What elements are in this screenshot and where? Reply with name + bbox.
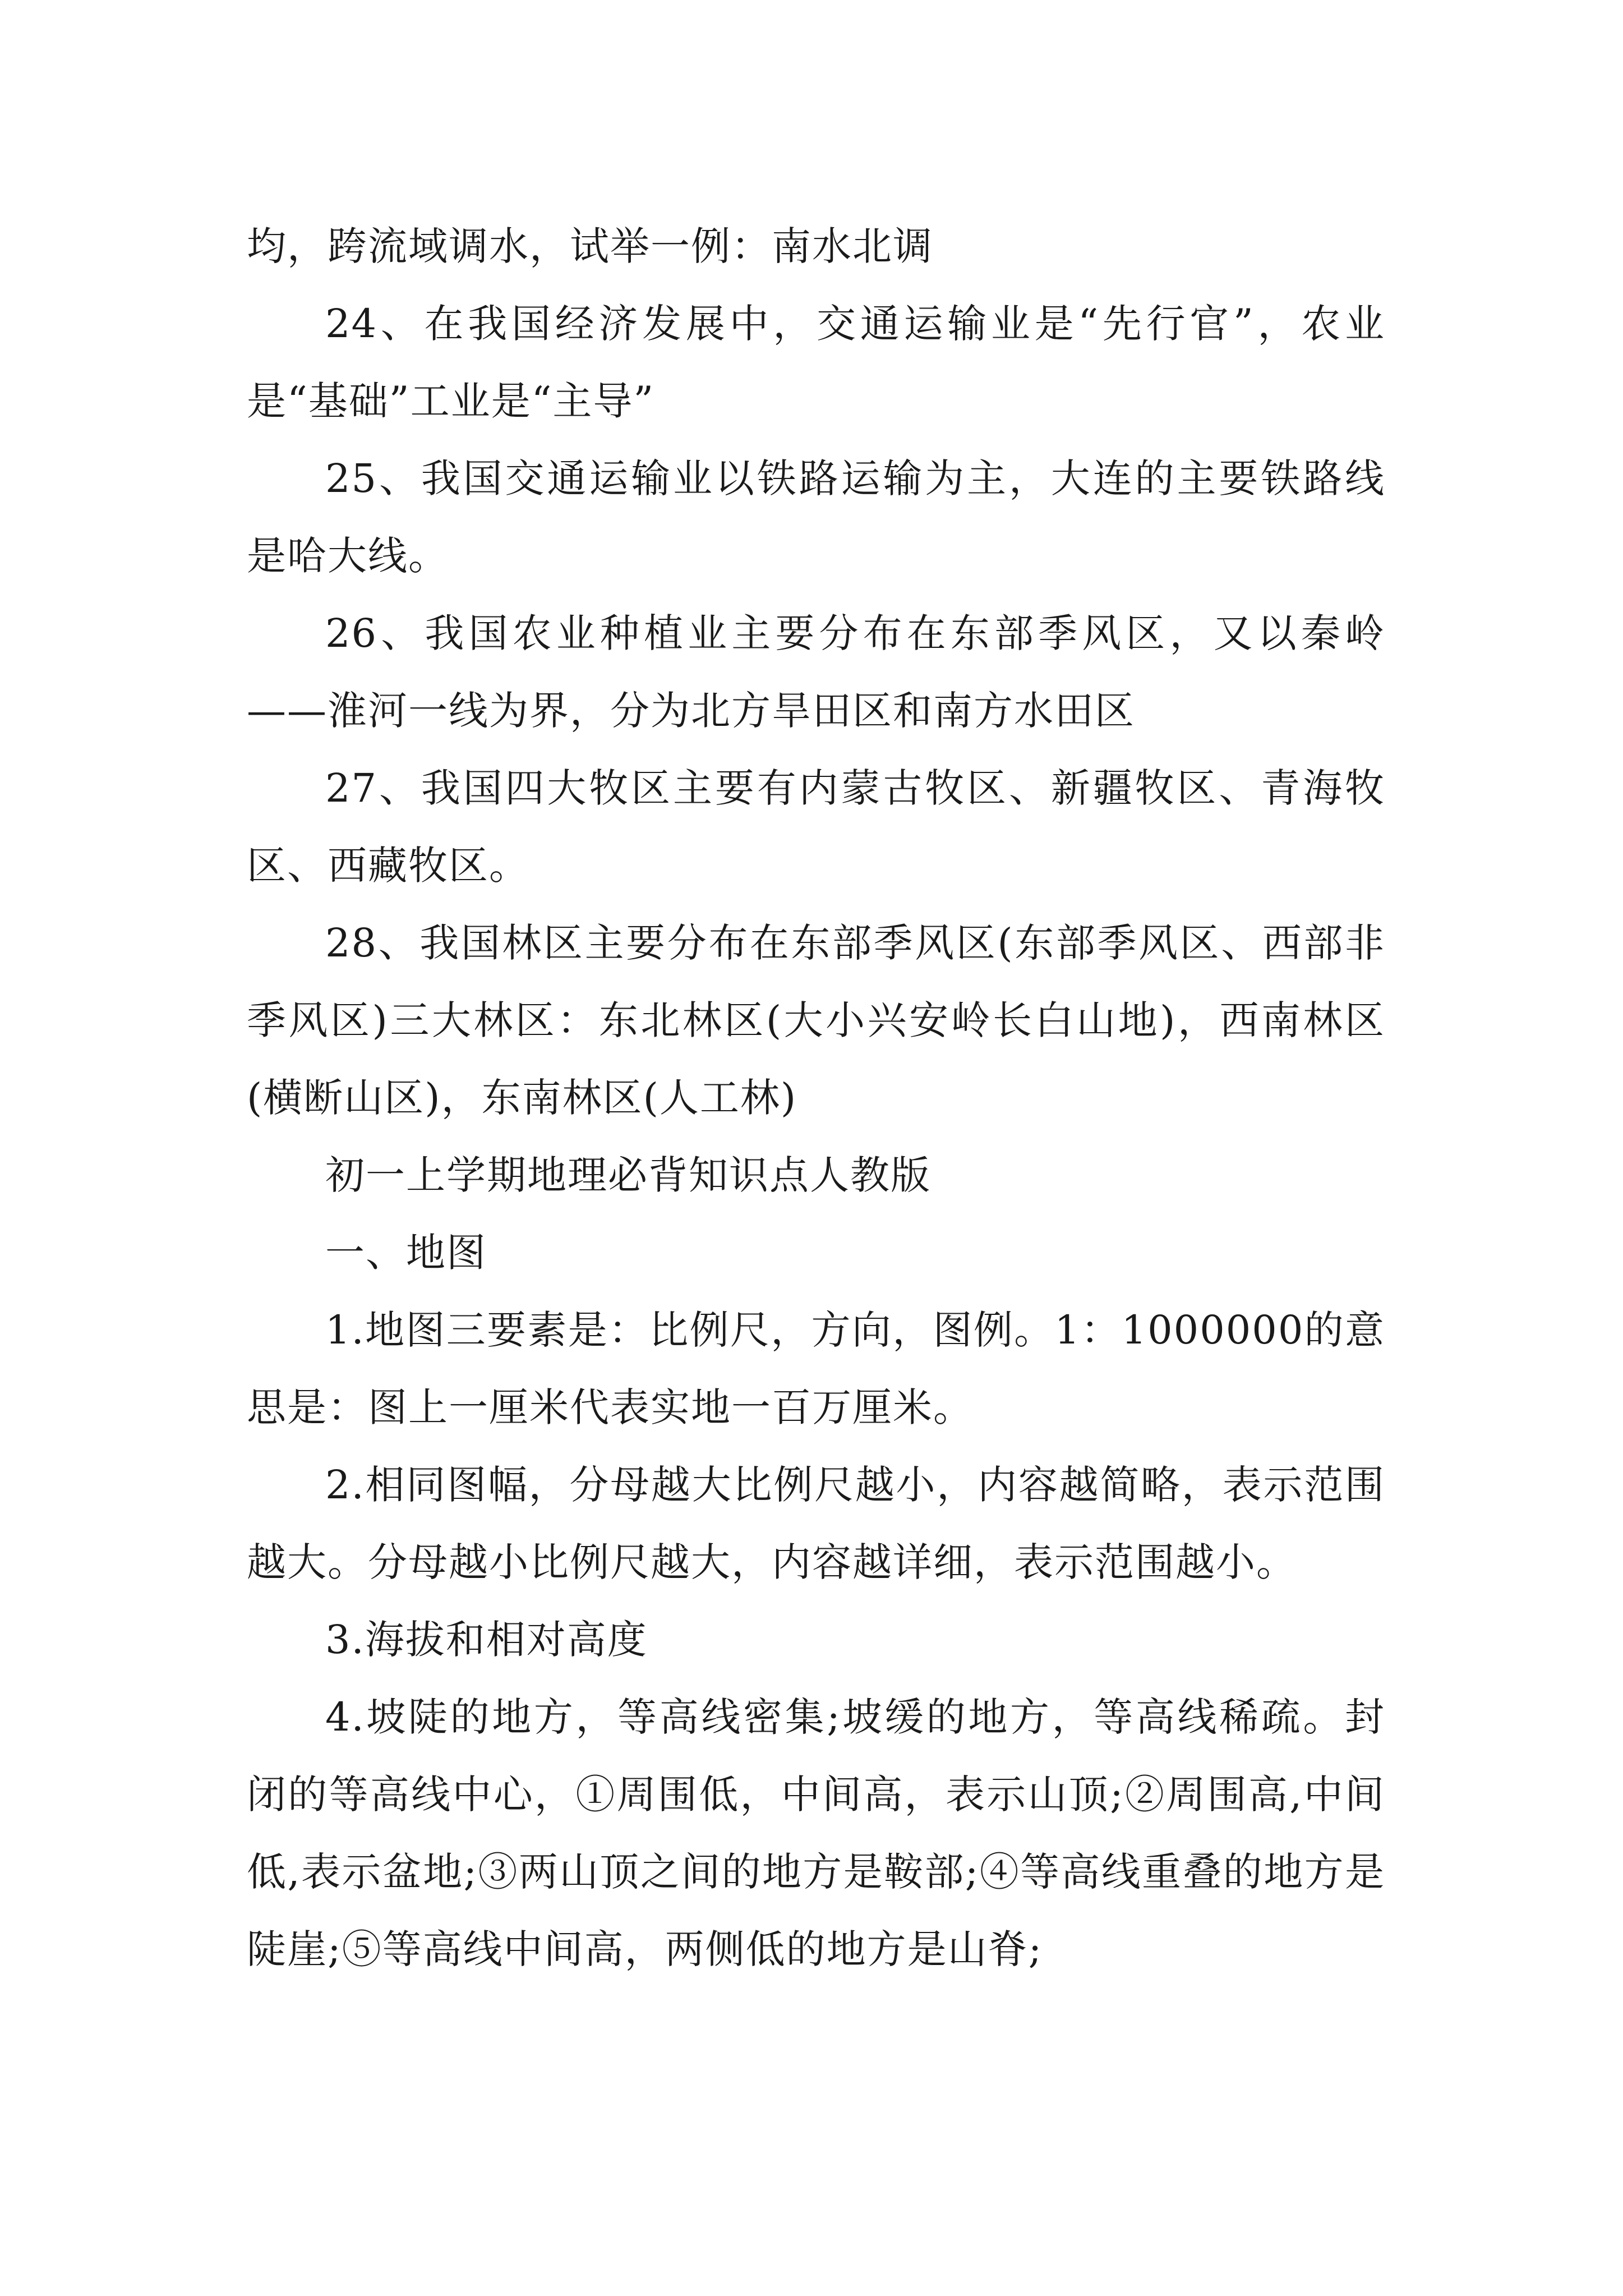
paragraph-point-2: 2.相同图幅，分母越大比例尺越小，内容越简略，表示范围越大。分母越小比例尺越大，内容越详细，表示范围越小。 (247, 1462, 1385, 1585)
paragraph-point-3: 3.海拔和相对高度 (325, 1617, 648, 1663)
paragraph-item-28: 28、我国林区主要分布在东部季风区(东部季风区、西部非季风区)三大林区：东北林区(大小兴安岭长白山地)，西南林区(横断山区)，东南林区(人工林) (247, 920, 1385, 1121)
paragraph-continuation: 均，跨流域调水，试举一例：南水北调 (247, 223, 933, 269)
section-title: 初一上学期地理必背知识点人教版 (325, 1152, 931, 1198)
document-body (247, 208, 1385, 1988)
paragraph-item-27: 27、我国四大牧区主要有内蒙古牧区、新疆牧区、青海牧区、西藏牧区。 (247, 765, 1385, 889)
section-heading-map: 一、地图 (325, 1230, 487, 1276)
paragraph-point-1: 1.地图三要素是：比例尺，方向，图例。1：1000000的意思是：图上一厘米代表实地一百万厘米。 (247, 1307, 1385, 1430)
paragraph-item-26: 26、我国农业种植业主要分布在东部季风区，又以秦岭——淮河一线为界，分为北方旱田区和南方水田区 (247, 610, 1385, 734)
paragraph-point-4: 4.坡陡的地方，等高线密集;坡缓的地方，等高线稀疏。封闭的等高线中心，①周围低，中间高，表示山顶;②周围高,中间低,表示盆地;③两山顶之间的地方是鞍部;④等高线重叠的地方是陡崖;⑤等高线中间高，两侧低的地方是山脊; (247, 1694, 1385, 1972)
paragraph-item-25: 25、我国交通运输业以铁路运输为主，大连的主要铁路线是哈大线。 (247, 455, 1385, 579)
paragraph-item-24: 24、在我国经济发展中，交通运输业是“先行官”，农业是“基础”工业是“主导” (247, 301, 1385, 424)
